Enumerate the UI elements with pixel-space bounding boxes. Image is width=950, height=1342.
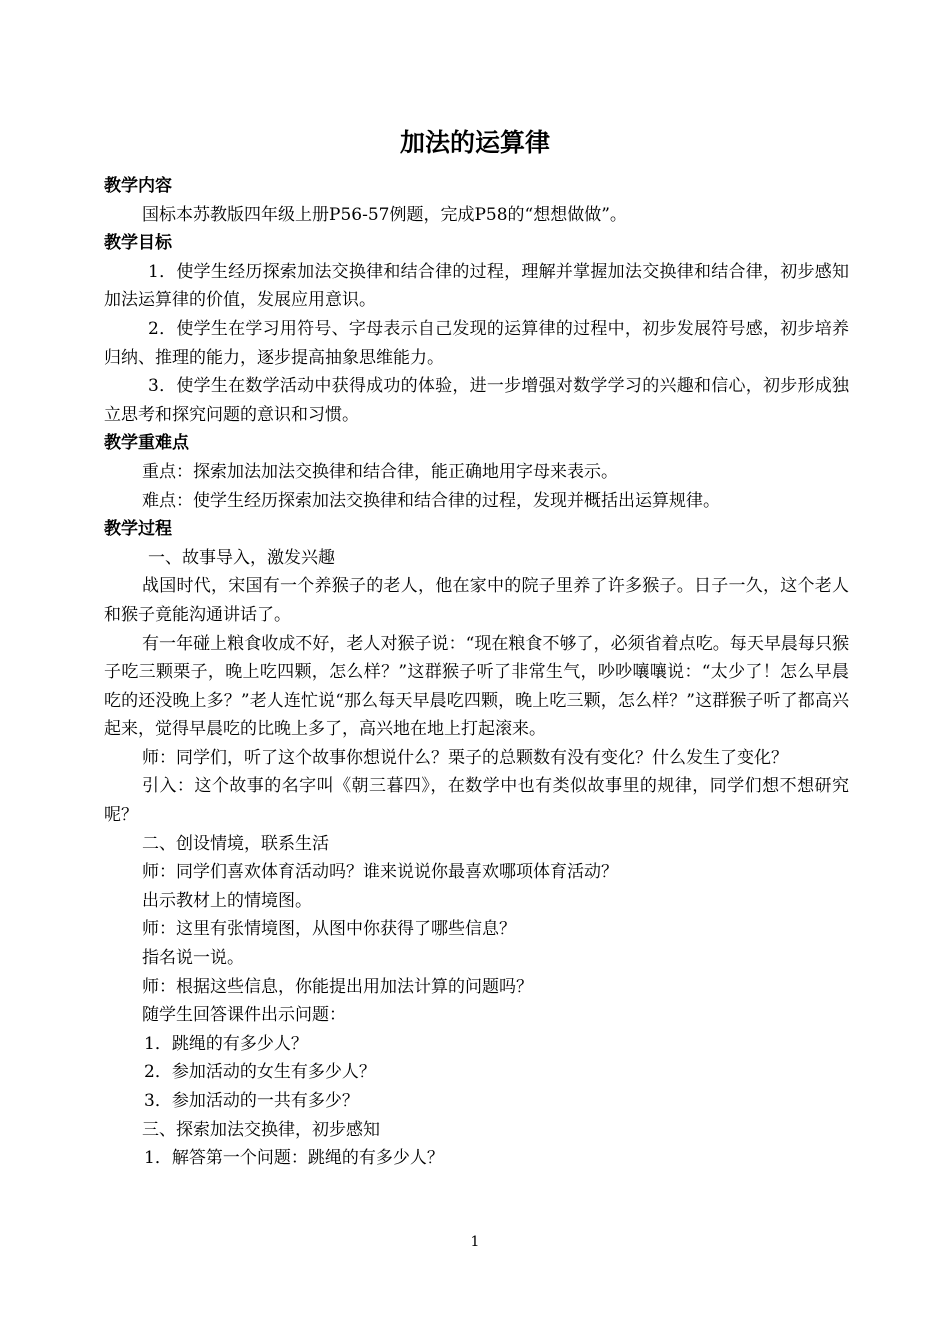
process-subheading-3: 三、探索加法交换律，初步感知 — [142, 1119, 380, 1140]
process-paragraph: 引入：这个故事的名字叫《朝三暮四》，在数学中也有类似故事里的规律，同学们想不想研究呢？ — [104, 776, 849, 826]
process-paragraph: 师：同学们喜欢体育活动吗？谁来说说你最喜欢哪项体育活动？ — [142, 862, 618, 883]
process-paragraph: 战国时代，宋国有一个养猴子的老人，他在家中的院子里养了许多猴子。日子一久，这个老人和猴子竟能沟通讲话了。 — [104, 576, 849, 625]
process-paragraph: 有一年碰上粮食收成不好，老人对猴子说：“现在粮食不够了，必须省着点吃。每天早晨每只猴子吃三颗栗子，晚上吃四颗，怎么样？”这群猴子听了非常生气，吵吵嚷嚷说：“太少了！怎么早晨吃的还没晚上多？”老人连忙说“那么每天早晨吃四颗，晚上吃三颗，怎么样？”这群猴子听了都高兴起来，觉得早晨吃的比晚上多了，高兴地在地上打起滚来。 — [104, 633, 849, 740]
goal-paragraph-1: 1．使学生经历探索加法交换律和结合律的过程，理解并掌握加法交换律和结合律，初步感知加法运算律的价值，发展应用意识。 — [104, 261, 849, 311]
page-number: 1 — [470, 1234, 480, 1250]
goal-paragraph-3: 3．使学生在数学活动中获得成功的体验，进一步增强对数学学习的兴趣和信心，初步形成独立思考和探究问题的意识和习惯。 — [104, 376, 849, 425]
process-subheading-2: 二、创设情境，联系生活 — [142, 833, 329, 854]
section-heading-process: 教学过程 — [104, 519, 172, 540]
process-paragraph: 师：根据这些信息，你能提出用加法计算的问题吗？ — [142, 976, 533, 997]
question-item-2: 2．参加活动的女生有多少人？ — [144, 1062, 376, 1083]
document-body — [104, 172, 849, 1173]
process-paragraph: 师：这里有张情境图，从图中你获得了哪些信息？ — [142, 919, 516, 940]
key-point-paragraph: 重点：探索加法加法交换律和结合律，能正确地用字母来表示。 — [142, 461, 618, 482]
section-heading-goals: 教学目标 — [104, 233, 172, 254]
process-paragraph: 师：同学们，听了这个故事你想说什么？栗子的总颗数有没有变化？什么发生了变化？ — [142, 747, 788, 768]
goal-paragraph-2: 2．使学生在学习用符号、字母表示自己发现的运算律的过程中，初步发展符号感，初步培养归纳、推理的能力，逐步提高抽象思维能力。 — [104, 318, 849, 368]
difficulty-paragraph: 难点：使学生经历探索加法交换律和结合律的过程，发现并概括出运算规律。 — [142, 490, 720, 511]
section-heading-key-points: 教学重难点 — [104, 433, 189, 454]
section-heading-content: 教学内容 — [104, 176, 172, 196]
process-subheading-1: 一、故事导入，激发兴趣 — [148, 547, 335, 568]
process-paragraph: 指名说一说。 — [142, 948, 244, 969]
question-item-3: 3．参加活动的一共有多少？ — [144, 1091, 359, 1111]
process-paragraph: 出示教材上的情境图。 — [142, 890, 312, 911]
process-paragraph: 随学生回答课件出示问题： — [142, 1005, 346, 1026]
document-title: 加法的运算律 — [399, 128, 550, 157]
content-paragraph: 国标本苏教版四年级上册P56-57例题，完成P58的“想想做做”。 — [142, 204, 627, 225]
question-item-1: 1．跳绳的有多少人？ — [144, 1033, 308, 1054]
process-step-1: 1．解答第一个问题：跳绳的有多少人？ — [144, 1148, 444, 1169]
